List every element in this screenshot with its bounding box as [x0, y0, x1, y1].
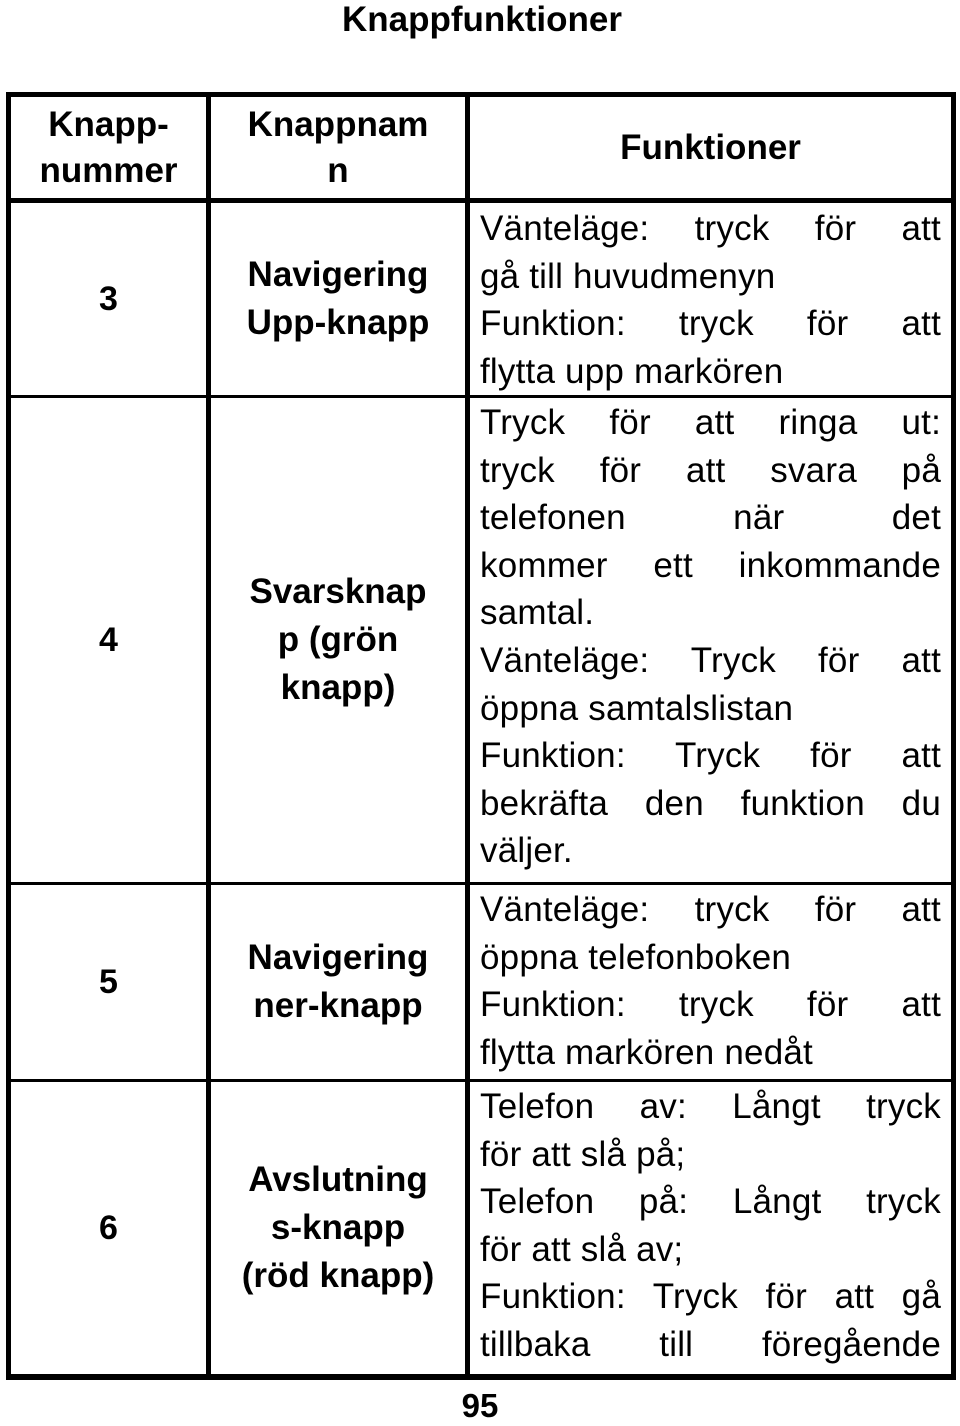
button-function-text — [470, 205, 951, 395]
button-name-line: (röd knapp) — [241, 1256, 435, 1295]
button-name — [211, 398, 465, 882]
button-name-line: Navigering — [247, 938, 429, 977]
function-line: Tryck för att ringa ut: — [480, 403, 941, 442]
function-line: för att slå på; — [480, 1134, 686, 1174]
header-name-line: n — [327, 150, 349, 190]
button-number-value: 6 — [99, 1208, 118, 1247]
header-number-line: nummer — [39, 150, 178, 190]
button-name-line: s-knapp — [270, 1208, 406, 1247]
page-title: Knappfunktioner — [342, 0, 622, 39]
function-line: tillbaka till föregående — [480, 1324, 941, 1364]
header-functions — [470, 97, 951, 198]
function-line: Funktion: Tryck för att — [480, 736, 941, 776]
function-line: gå till huvudmenyn — [480, 256, 776, 296]
function-line: väljer. — [480, 831, 573, 871]
function-line: Funktion: Tryck för att gå — [480, 1277, 941, 1317]
button-number — [11, 1082, 206, 1374]
button-name-line: knapp) — [280, 668, 396, 707]
button-name-line: Svarsknap — [249, 572, 427, 611]
button-name-line: Navigering — [247, 255, 429, 294]
function-line: samtal. — [480, 593, 595, 633]
header-functions-label: Funktioner — [620, 127, 801, 167]
button-number — [11, 398, 206, 882]
function-line: Vänteläge: tryck för att — [480, 890, 941, 929]
button-name — [211, 885, 465, 1079]
button-number — [11, 885, 206, 1079]
header-button-number — [11, 97, 206, 198]
button-number-value: 5 — [99, 962, 118, 1001]
function-line: tryck för att svara på — [480, 450, 941, 490]
function-line: Funktion: tryck för att — [480, 304, 941, 344]
button-function-text — [470, 886, 951, 1079]
function-line: flytta upp markören — [480, 351, 784, 391]
header-number-line: Knapp- — [48, 104, 169, 144]
function-line: för att slå av; — [480, 1229, 684, 1269]
page-number: 95 — [461, 1387, 499, 1424]
button-number-value: 3 — [99, 279, 118, 318]
function-line: Vänteläge: Tryck för att — [480, 640, 941, 680]
button-function-text — [470, 1083, 951, 1374]
button-name-line: Avslutning — [248, 1160, 428, 1199]
button-name-line: Upp-knapp — [246, 303, 430, 342]
function-line: telefonen när det — [480, 498, 941, 538]
button-number — [11, 203, 206, 395]
function-line: Telefon av: Långt tryck — [480, 1087, 941, 1126]
button-name — [211, 1082, 465, 1374]
function-line: kommer ett inkommande — [480, 545, 941, 585]
header-button-name — [211, 97, 465, 198]
button-function-text — [470, 399, 951, 882]
function-line: öppna telefonboken — [480, 937, 792, 977]
function-line: Telefon på: Långt tryck — [480, 1182, 941, 1222]
button-name-line: ner-knapp — [253, 986, 423, 1025]
function-line: Funktion: tryck för att — [480, 985, 941, 1025]
button-functions-table — [6, 92, 956, 1380]
function-line: Vänteläge: tryck för att — [480, 209, 941, 248]
button-name-line: p (grön — [277, 620, 399, 659]
header-name-line: Knappnam — [247, 104, 429, 144]
button-number-value: 4 — [99, 620, 118, 659]
button-name — [211, 203, 465, 395]
function-line: bekräfta den funktion du — [480, 783, 941, 823]
function-line: öppna samtalslistan — [480, 688, 794, 728]
function-line: flytta markören nedåt — [480, 1032, 813, 1072]
